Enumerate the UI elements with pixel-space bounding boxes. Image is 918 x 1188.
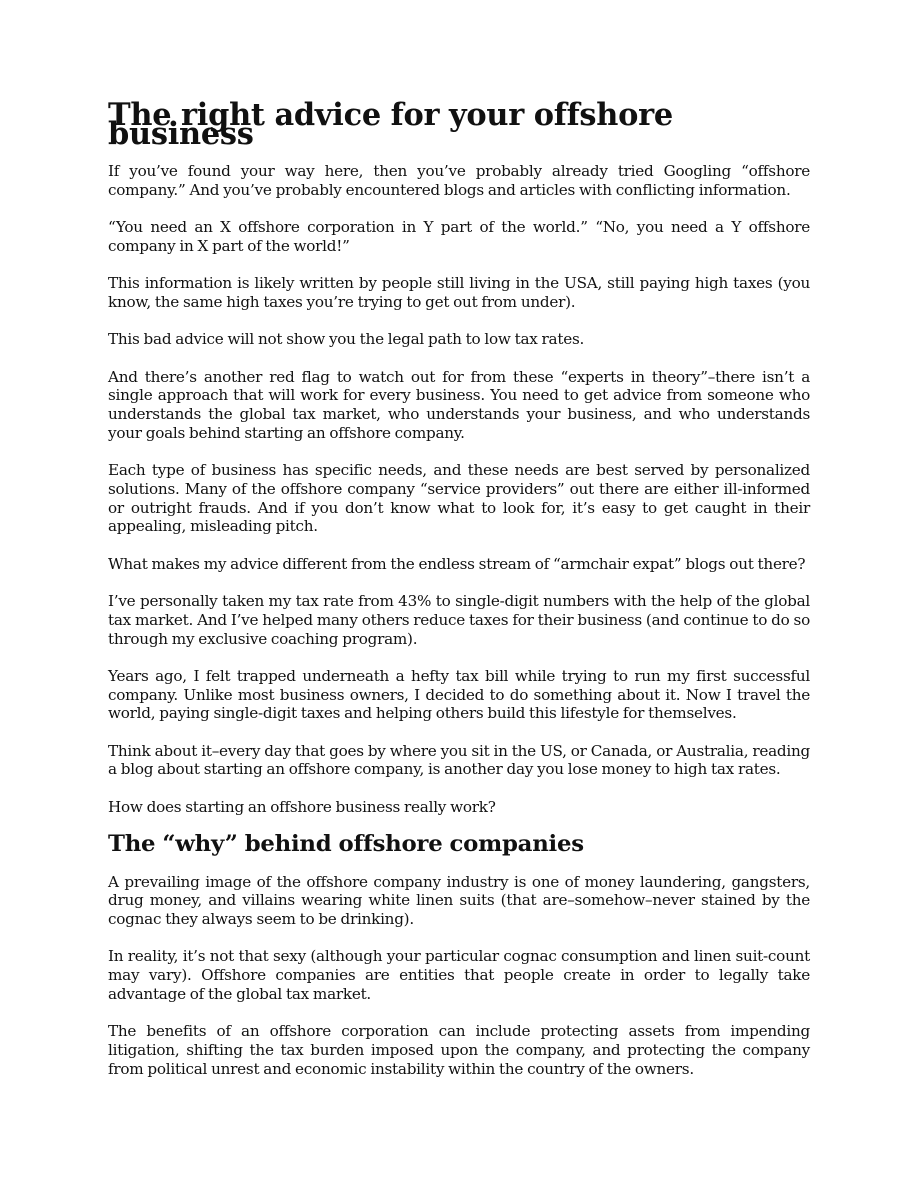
paragraph-red-flag: And there’s another red flag to watch out for from these “experts in theory”–there isn’t a single approach that will work for every business. You need to get advice from someone who understands the global tax market, who understands your business, and who understands your goals behind starting an offshore company. bbox=[108, 367, 810, 442]
paragraph-years-ago: Years ago, I felt trapped underneath a hefty tax bill while trying to run my first successful company. Unlike most business owners, I decided to do something about it. Now I travel the world, paying single-digit taxes and helping others build this lifestyle for themselves. bbox=[108, 666, 810, 723]
paragraph-what-makes-different: What makes my advice different from the endless stream of “armchair expat” blogs out there? bbox=[108, 554, 806, 573]
document-page bbox=[108, 97, 810, 1078]
paragraph-how-does-it-work: How does starting an offshore business really work? bbox=[108, 797, 496, 816]
paragraph-bad-advice: This bad advice will not show you the legal path to low tax rates. bbox=[108, 330, 585, 349]
paragraph-personal-tax-rate: I’ve personally taken my tax rate from 43% to single-digit numbers with the help of the global tax market. And I’ve helped many others reduce taxes for their business (and continue to do so through my exclusive coaching program). bbox=[108, 592, 810, 648]
paragraph-usa-writers: This information is likely written by people still living in the USA, still paying high taxes (you know, the same high taxes you’re trying to get out from under). bbox=[108, 274, 810, 311]
paragraph-intro: If you’ve found your way here, then you’ve probably already tried Googling “offshore company.” And you’ve probably encountered blogs and articles with conflicting information. bbox=[108, 162, 810, 199]
paragraph-specific-needs: Each type of business has specific needs, and these needs are best served by personalized solutions. Many of the offshore company “service providers” out there are either ill-informed or outright frauds. And if you don’t know what to look for, it’s easy to get caught in their appealing, misleading pitch. bbox=[108, 461, 810, 536]
section-heading-why-offshore: The “why” behind offshore companies bbox=[108, 831, 584, 858]
paragraph-prevailing-image: A prevailing image of the offshore company industry is one of money laundering, gangsters, drug money, and villains wearing white linen suits (that are–somehow–never stained by the cognac they always seem to be drinking). bbox=[108, 872, 810, 929]
paragraph-in-reality: In reality, it’s not that sexy (although your particular cognac consumption and linen suit-count may vary). Offshore companies are entities that people create in order to legally take advantage of the global tax market. bbox=[108, 947, 810, 1003]
paragraph-think-about-it: Think about it–every day that goes by where you sit in the US, or Canada, or Australia, reading a blog about starting an offshore company, is another day you lose money to high tax rates. bbox=[108, 741, 810, 779]
paragraph-benefits: The benefits of an offshore corporation can include protecting assets from impending litigation, shifting the tax burden imposed upon the company, and protecting the company from political unrest and economic instability within the country of the owners. bbox=[108, 1022, 810, 1078]
paragraph-conflicting-quotes: “You need an X offshore corporation in Y part of the world.” “No, you need a Y offshore company in X part of the world!” bbox=[108, 218, 810, 255]
section-heading-offshore-advice: The right advice for your offshore business bbox=[108, 97, 674, 152]
